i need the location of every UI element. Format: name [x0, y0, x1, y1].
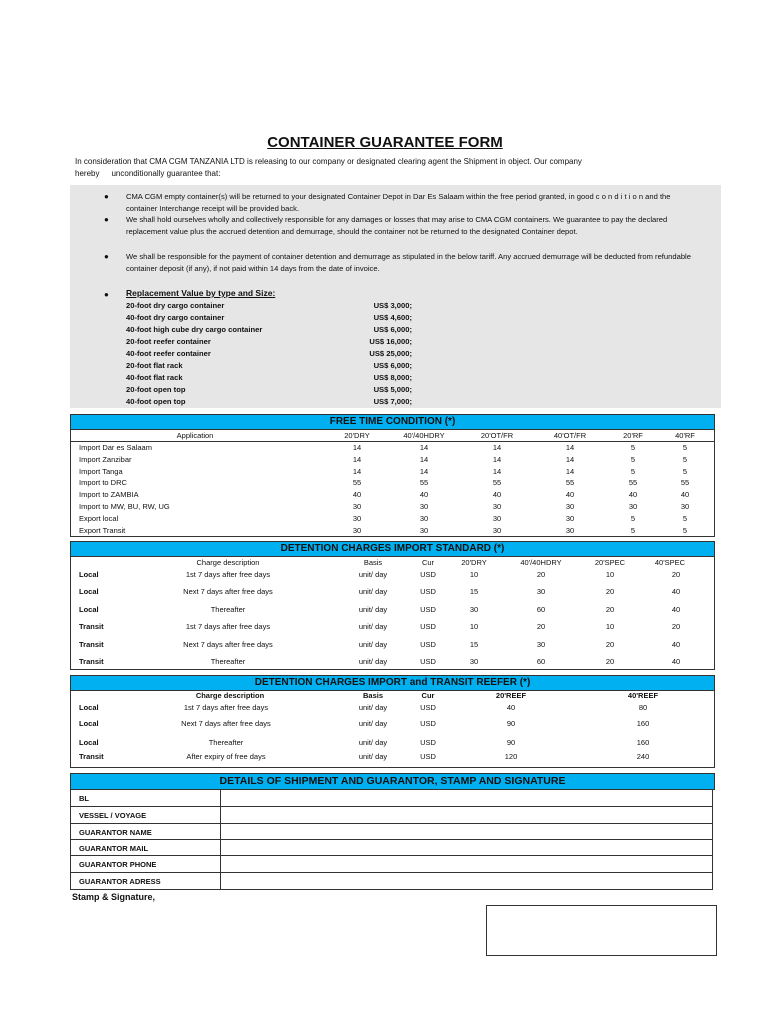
intro-paragraph — [75, 156, 695, 180]
detention-reefer-value: unit/ day — [358, 703, 388, 712]
form-title: CONTAINER GUARANTEE FORM — [267, 134, 503, 151]
detention-standard-column-header: 20'SPEC — [594, 558, 626, 567]
detention-standard-column-header: 20'DRY — [461, 558, 487, 567]
detention-reefer-value: 40 — [506, 703, 516, 712]
free-time-days: 14 — [419, 443, 429, 452]
intro-line-2 — [75, 168, 695, 180]
intro-line-1: In consideration that CMA CGM TANZANIA LTD is releasing to our company or designated clearing agent the Shipment in object. Our company — [75, 157, 582, 166]
free-time-days: 5 — [630, 513, 636, 523]
detention-standard-value: unit/ day — [358, 587, 388, 596]
free-time-days: 30 — [492, 502, 502, 511]
detention-standard-zone: Transit — [79, 622, 104, 631]
detention-reefer-value: USD — [420, 752, 436, 761]
free-time-days: 5 — [682, 466, 688, 476]
free-time-days: 40 — [565, 490, 575, 500]
free-time-days: 55 — [419, 478, 429, 488]
free-time-days: 14 — [565, 454, 575, 464]
detention-standard-value: unit/ day — [358, 657, 388, 666]
detention-standard-value: 20 — [605, 657, 615, 666]
detention-standard-zone: Transit — [79, 640, 104, 649]
detention-standard-value: 20 — [536, 622, 546, 631]
detention-standard-value: Next 7 days after free days — [183, 640, 273, 649]
free-time-days: 30 — [565, 513, 575, 523]
detention-standard-value: unit/ day — [358, 622, 388, 631]
free-time-days: 30 — [352, 525, 362, 535]
detention-standard-value: 40 — [671, 657, 681, 666]
details-field-input[interactable] — [225, 828, 705, 838]
free-time-application: Import to DRC — [79, 478, 127, 488]
detention-standard-value: 30 — [536, 640, 546, 649]
free-time-heading: FREE TIME CONDITION (*) — [70, 414, 715, 430]
details-field-label: GUARANTOR MAIL — [79, 844, 149, 853]
detention-reefer-value: USD — [420, 703, 436, 712]
free-time-days: 30 — [352, 513, 362, 523]
detention-standard-column-header: Basis — [363, 558, 383, 567]
bullet-icon: ● — [104, 290, 109, 299]
detention-reefer-value: 240 — [636, 752, 650, 761]
details-field-label: GUARANTOR ADRESS — [79, 877, 161, 886]
free-time-days: 5 — [630, 466, 636, 476]
detention-standard-value: 20 — [605, 640, 615, 649]
free-time-days: 55 — [492, 478, 502, 488]
detention-reefer-value: unit/ day — [358, 752, 388, 761]
details-field-input[interactable] — [225, 860, 705, 870]
free-time-days: 40 — [628, 490, 638, 500]
condition-3: We shall be responsible for the payment of container detention and demurrage as stipulated in the below tariff. Any accrued demurrage will be deducted from refundable container deposit (if any), if not paid within 14 days from the date of invoice. — [126, 252, 691, 273]
detention-standard-value: USD — [420, 622, 436, 631]
details-row-divider — [70, 855, 713, 856]
free-time-application: Import to MW, BU, RW, UG — [79, 502, 170, 511]
free-time-days: 30 — [492, 513, 502, 523]
detention-standard-value: 15 — [469, 640, 479, 649]
free-time-column-header: 20'DRY — [344, 431, 370, 440]
details-row-divider — [70, 806, 713, 807]
free-time-days: 5 — [682, 454, 688, 464]
free-time-days: 14 — [492, 443, 502, 452]
detention-reefer-value: 160 — [636, 738, 650, 747]
free-time-days: 5 — [682, 513, 688, 523]
free-time-days: 30 — [419, 513, 429, 523]
free-time-days: 5 — [630, 454, 636, 464]
detention-reefer-column-header: Charge description — [195, 691, 265, 700]
detention-reefer-value: unit/ day — [358, 719, 388, 728]
free-time-column-header: 40'RF — [675, 431, 695, 440]
detention-standard-column-header: Cur — [421, 558, 435, 567]
intro-hereby: hereby — [75, 169, 100, 178]
replacement-value: US$ 8,000; — [373, 373, 412, 382]
free-time-days: 40 — [680, 490, 690, 500]
details-field-label: GUARANTOR PHONE — [79, 860, 157, 869]
free-time-column-header: 20'RF — [623, 431, 643, 440]
free-time-days: 30 — [565, 502, 575, 511]
detention-standard-value: 20 — [536, 570, 546, 579]
free-time-application: Import to ZAMBIA — [79, 490, 139, 500]
free-time-application: Export local — [79, 513, 119, 523]
detention-standard-value: 40 — [671, 605, 681, 614]
detention-standard-value: USD — [420, 570, 436, 579]
free-time-days: 5 — [682, 525, 688, 535]
replacement-heading: Replacement Value by type and Size: — [126, 288, 276, 298]
detention-standard-value: 10 — [469, 570, 479, 579]
detention-standard-value: 60 — [536, 657, 546, 666]
details-field-input[interactable] — [225, 877, 705, 887]
condition-2: We shall hold ourselves wholly and collectively responsible for any damages or losses that may arise to CMA CGM containers. We guarantee to pay the declared replacement value plus the accrued detention and demurrage, should the container not be returned to the designated Container depot. — [126, 215, 668, 236]
details-field-input[interactable] — [225, 844, 705, 854]
details-row-divider — [70, 872, 713, 873]
detention-standard-zone: Local — [79, 587, 99, 596]
detention-reefer-value: 80 — [638, 703, 648, 712]
free-time-days: 40 — [419, 490, 429, 500]
free-time-days: 30 — [628, 502, 638, 511]
replacement-type: 40-foot flat rack — [126, 373, 183, 382]
replacement-type: 40-foot open top — [126, 397, 186, 406]
intro-guarantee: unconditionally guarantee that: — [111, 169, 221, 178]
detention-reefer-value: 90 — [506, 719, 516, 728]
detention-reefer-value: Thereafter — [208, 738, 244, 747]
detention-standard-zone: Transit — [79, 657, 104, 666]
detention-standard-value: Thereafter — [210, 657, 246, 666]
detention-standard-value: unit/ day — [358, 640, 388, 649]
replacement-type: 20-foot open top — [126, 385, 186, 394]
detention-standard-value: 15 — [469, 587, 479, 596]
detention-standard-value: 30 — [536, 587, 546, 596]
detention-standard-value: USD — [420, 640, 436, 649]
detention-standard-zone: Local — [79, 570, 99, 579]
free-time-days: 14 — [492, 454, 502, 464]
condition-1: CMA CGM empty container(s) will be returned to your designated Container Depot in Dar Es Salaam within the free period granted, in good c o n d i t i o n and the container Interchange receipt will be provided back. — [126, 192, 671, 213]
free-time-application: Import Tanga — [79, 466, 123, 476]
detention-reefer-value: unit/ day — [358, 738, 388, 747]
replacement-value: US$ 3,000; — [373, 301, 412, 310]
free-time-application: Export Transit — [79, 525, 126, 535]
stamp-signature-box[interactable] — [486, 905, 717, 956]
free-time-days: 55 — [680, 478, 690, 488]
free-time-days: 55 — [565, 478, 575, 488]
detention-standard-value: 20 — [671, 570, 681, 579]
detention-standard-value: 1st 7 days after free days — [185, 622, 271, 631]
replacement-value: US$ 6,000; — [373, 325, 412, 334]
detention-reefer-value: 90 — [506, 738, 516, 747]
details-field-input[interactable] — [225, 811, 705, 821]
free-time-days: 14 — [419, 454, 429, 464]
replacement-value: US$ 5,000; — [373, 385, 412, 394]
detention-standard-value: 30 — [469, 657, 479, 666]
replacement-type: 20-foot dry cargo container — [126, 301, 225, 310]
detention-standard-value: 30 — [469, 605, 479, 614]
detention-reefer-value: USD — [420, 719, 436, 728]
details-row-divider — [70, 823, 713, 824]
free-time-days: 30 — [492, 525, 502, 535]
free-time-days: 14 — [352, 466, 362, 476]
free-time-column-header: Application — [176, 431, 214, 440]
detention-standard-zone: Local — [79, 605, 99, 614]
free-time-days: 55 — [628, 478, 638, 488]
replacement-type: 40-foot reefer container — [126, 349, 211, 358]
details-field-label: GUARANTOR NAME — [79, 828, 152, 837]
details-field-label: BL — [79, 794, 89, 803]
detention-reefer-column-header: 40'REEF — [627, 691, 659, 700]
detention-standard-column-header: 40'SPEC — [654, 558, 686, 567]
free-time-days: 14 — [492, 466, 502, 476]
free-time-days: 14 — [419, 466, 429, 476]
bullet-icon: ● — [104, 252, 109, 261]
detention-standard-column-header: Charge description — [196, 558, 260, 567]
detention-standard-value: 20 — [605, 587, 615, 596]
detention-standard-value: unit/ day — [358, 570, 388, 579]
replacement-type: 20-foot flat rack — [126, 361, 183, 370]
detention-reefer-zone: Transit — [79, 752, 104, 761]
detention-standard-value: 10 — [605, 622, 615, 631]
detention-standard-value: 20 — [605, 605, 615, 614]
detention-standard-value: Thereafter — [210, 605, 246, 614]
detention-standard-heading: DETENTION CHARGES IMPORT STANDARD (*) — [70, 541, 715, 557]
free-time-days: 5 — [682, 443, 688, 452]
replacement-value: US$ 6,000; — [373, 361, 412, 370]
details-field-label: VESSEL / VOYAGE — [79, 811, 147, 820]
free-time-days: 30 — [419, 502, 429, 511]
free-time-column-header: 40'/40HDRY — [403, 431, 445, 440]
detention-reefer-value: USD — [420, 738, 436, 747]
free-time-days: 30 — [565, 525, 575, 535]
free-time-column-header: 20'OT/FR — [480, 431, 514, 440]
bullet-icon: ● — [104, 215, 109, 224]
free-time-days: 40 — [352, 490, 362, 500]
replacement-type: 20-foot reefer container — [126, 337, 211, 346]
detention-reefer-value: After expiry of free days — [186, 752, 266, 761]
detention-reefer-zone: Local — [79, 738, 99, 747]
detention-standard-value: 40 — [671, 640, 681, 649]
detention-standard-value: unit/ day — [358, 605, 388, 614]
details-field-input[interactable] — [225, 794, 705, 804]
detention-reefer-zone: Local — [79, 719, 99, 728]
replacement-type: 40-foot high cube dry cargo container — [126, 325, 263, 334]
detention-standard-value: Next 7 days after free days — [183, 587, 273, 596]
detention-reefer-column-header: Basis — [362, 691, 383, 700]
detention-standard-value: 60 — [536, 605, 546, 614]
details-heading: DETAILS OF SHIPMENT AND GUARANTOR, STAMP AND SIGNATURE — [70, 773, 715, 790]
free-time-days: 14 — [565, 466, 575, 476]
detention-reefer-value: 160 — [636, 719, 650, 728]
replacement-value: US$ 4,600; — [373, 313, 412, 322]
detention-standard-value: USD — [420, 605, 436, 614]
detention-reefer-value: 1st 7 days after free days — [183, 703, 269, 712]
replacement-value: US$ 25,000; — [369, 349, 412, 358]
detention-reefer-value: 120 — [504, 752, 518, 761]
detention-standard-value: USD — [420, 657, 436, 666]
detention-standard-value: 40 — [671, 587, 681, 596]
free-time-days: 30 — [680, 502, 690, 511]
free-time-days: 14 — [352, 443, 362, 452]
free-time-column-header: 40'OT/FR — [553, 431, 587, 440]
stamp-signature-label: Stamp & Signature, — [72, 892, 156, 902]
detention-standard-value: USD — [420, 587, 436, 596]
detention-reefer-column-header: Cur — [421, 691, 435, 700]
details-row-divider — [70, 839, 713, 840]
free-time-days: 40 — [492, 490, 502, 500]
replacement-value: US$ 7,000; — [373, 397, 412, 406]
free-time-days: 5 — [630, 525, 636, 535]
replacement-type: 40-foot dry cargo container — [126, 313, 225, 322]
detention-reefer-heading: DETENTION CHARGES IMPORT and TRANSIT REEFER (*) — [70, 675, 715, 691]
free-time-application: Import Zanzibar — [79, 454, 132, 464]
detention-reefer-column-header: 20'REEF — [495, 691, 527, 700]
free-time-days: 30 — [352, 502, 362, 511]
free-time-days: 14 — [565, 443, 575, 452]
bullet-icon: ● — [104, 192, 109, 201]
free-time-application: Import Dar es Salaam — [79, 443, 152, 452]
detention-reefer-zone: Local — [79, 703, 99, 712]
free-time-days: 14 — [352, 454, 362, 464]
free-time-days: 55 — [352, 478, 362, 488]
free-time-days: 30 — [419, 525, 429, 535]
detention-standard-value: 10 — [469, 622, 479, 631]
free-time-days: 5 — [630, 443, 636, 452]
detention-standard-value: 20 — [671, 622, 681, 631]
detention-standard-value: 10 — [605, 570, 615, 579]
detention-standard-value: 1st 7 days after free days — [185, 570, 271, 579]
detention-standard-column-header: 40'/40HDRY — [520, 558, 562, 567]
detention-reefer-value: Next 7 days after free days — [181, 719, 271, 728]
replacement-value: US$ 16,000; — [369, 337, 412, 346]
